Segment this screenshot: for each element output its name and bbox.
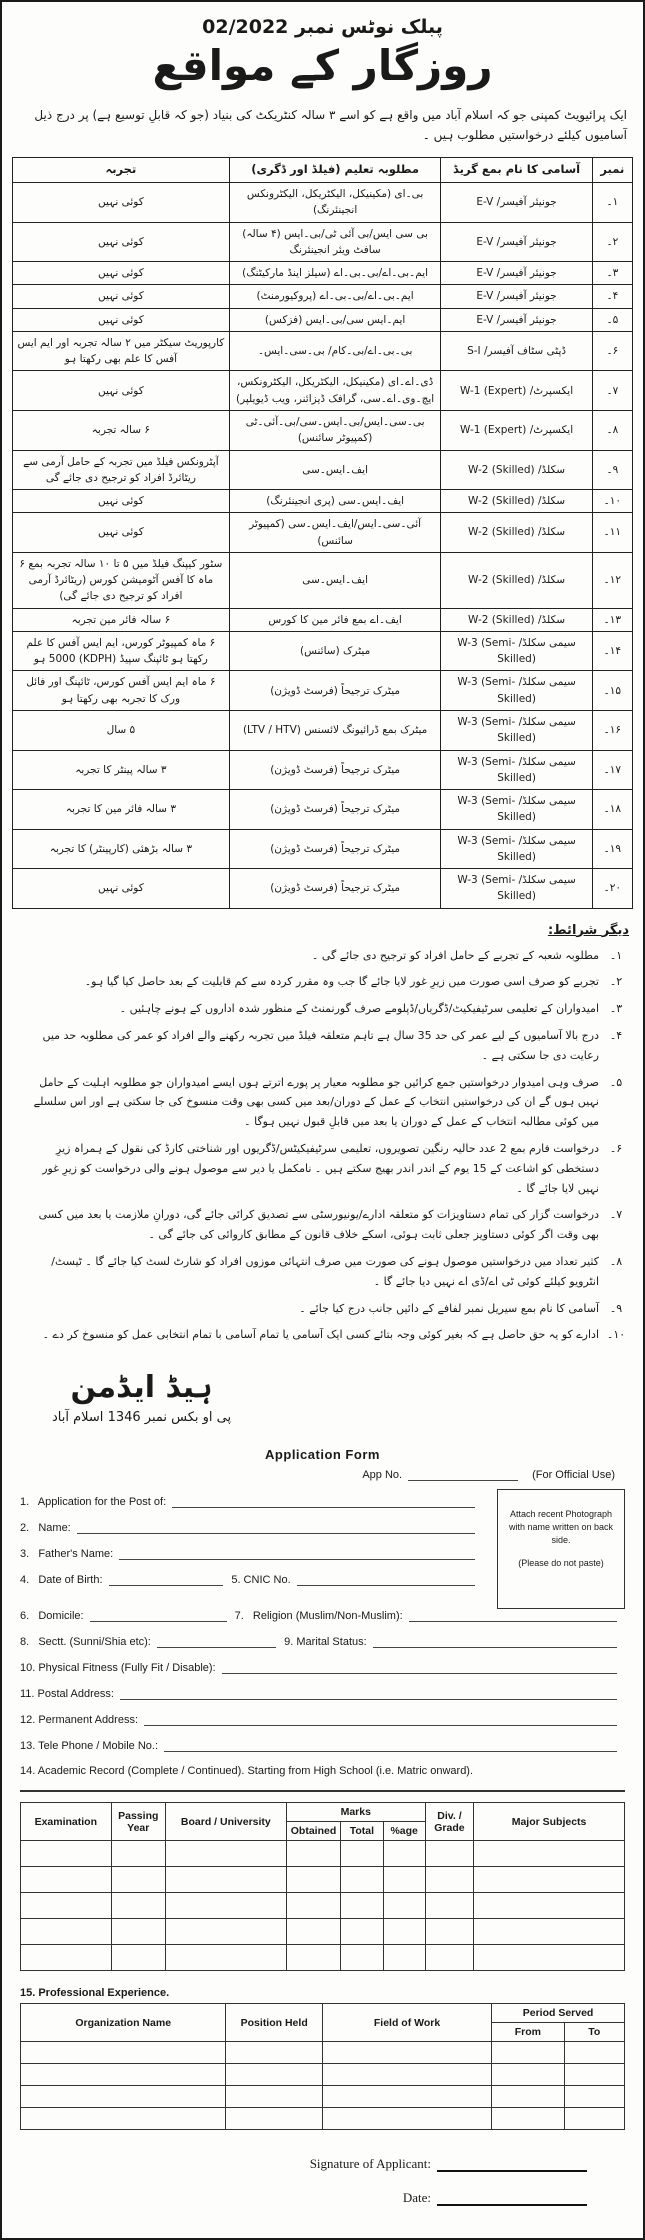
- form-field-label: 6. Domicile:: [20, 1610, 84, 1623]
- form-field-line[interactable]: [172, 1495, 475, 1508]
- job-experience: ۶ ماہ ایم ایس آفس کورس، ٹائپنگ اور فائل ورک کا تجربہ بھی رکھتا ہو: [13, 671, 230, 711]
- section-divider: [20, 1790, 625, 1792]
- academic-cell[interactable]: [21, 1867, 112, 1893]
- job-no: ۱۰۔: [592, 490, 632, 513]
- job-education: میٹرک (سائنس): [229, 631, 441, 671]
- job-experience: سٹور کیپنگ فیلڈ میں ۵ تا ۱۰ سالہ تجربہ بمع ۶ ماہ کا آفس آٹومیشن کورس (ریٹائرڈ آرمی افراد کو ترجیح دی جائے گی): [13, 552, 230, 608]
- table-row: [21, 1841, 625, 1867]
- application-form-title: Application Form: [265, 1447, 380, 1463]
- job-post-grade: سیمی سکلڈ/ W-3 (Semi-Skilled): [441, 631, 592, 671]
- job-experience: کوئی نہیں: [13, 308, 230, 331]
- job-education: میٹرک ترجیحاً (فرسٹ ڈویژن): [229, 869, 441, 909]
- photo-attach-box: [497, 1489, 625, 1609]
- academic-cell[interactable]: [474, 1841, 625, 1867]
- job-row: [13, 222, 633, 262]
- academic-cell[interactable]: [425, 1893, 473, 1919]
- table-row: [21, 2086, 625, 2108]
- job-post-grade: سکلڈ/ W-2 (Skilled): [441, 552, 592, 608]
- job-education: ایم۔ایس سی/بی۔ایس (فزکس): [229, 308, 441, 331]
- job-row: [13, 829, 633, 869]
- job-education: میٹرک ترجیحاً (فرسٹ ڈویژن): [229, 829, 441, 869]
- app-no-label: App No.: [362, 1469, 403, 1482]
- table-row: [21, 1867, 625, 1893]
- form-field-label: 3. Father's Name:: [20, 1548, 114, 1561]
- academic-cell[interactable]: [286, 1867, 341, 1893]
- job-row: [13, 183, 633, 223]
- academic-cell[interactable]: [111, 1945, 165, 1971]
- official-use-label: (For Official Use): [532, 1469, 615, 1482]
- experience-table-body: [21, 2042, 625, 2130]
- academic-table-body: [21, 1841, 625, 1971]
- job-no: ۱۔: [592, 183, 632, 223]
- condition-text: کثیر تعداد میں درخواستیں موصول ہونے کی صورت میں صرف انتہائی موزوں افراد کو شارٹ لسٹ کیا جائے گا ۔ ٹیسٹ/انٹرویو کیلئے کوئی ٹی اے/ڈی اے نہیں دیا جائے گا ۔: [51, 1255, 599, 1288]
- job-education: ڈی۔اے۔ای (مکینیکل، الیکٹریکل، الیکٹرونکس، ایچ۔وی۔اے۔سی، گرافک ڈیزائنر، ویب ڈیویلپر): [229, 371, 441, 411]
- job-row: [13, 262, 633, 285]
- form-field-line[interactable]: [119, 1547, 475, 1560]
- job-no: ۶۔: [592, 331, 632, 371]
- academic-header-total: Total: [341, 1822, 383, 1841]
- form-field-line[interactable]: [373, 1635, 617, 1648]
- form-field-row: [20, 1687, 625, 1700]
- conditions-list: [12, 946, 633, 1346]
- academic-cell[interactable]: [111, 1893, 165, 1919]
- job-experience: ۵ سال: [13, 711, 230, 751]
- job-row: [13, 608, 633, 631]
- job-post-grade: جونیئر آفیسر/ E-V: [441, 285, 592, 308]
- job-experience: ۳ سالہ فائر مین کا تجربہ: [13, 790, 230, 830]
- form-field-label: 1. Application for the Post of:: [20, 1496, 167, 1509]
- academic-cell[interactable]: [286, 1841, 341, 1867]
- experience-cell[interactable]: [226, 2108, 323, 2130]
- job-education: میٹرک ترجیحاً (فرسٹ ڈویژن): [229, 750, 441, 790]
- experience-cell[interactable]: [492, 2108, 564, 2130]
- academic-cell[interactable]: [341, 1945, 383, 1971]
- job-post-grade: سیمی سکلڈ/ W-3 (Semi-Skilled): [441, 711, 592, 751]
- condition-number: ۱۔: [609, 948, 623, 962]
- form-field-label: 4. Date of Birth:: [20, 1574, 103, 1587]
- page-title: روزگار کے مواقع: [152, 41, 493, 90]
- job-no: ۳۔: [592, 262, 632, 285]
- job-no: ۱۸۔: [592, 790, 632, 830]
- job-education: ایف۔اے بمع فائر مین کا کورس: [229, 608, 441, 631]
- experience-cell[interactable]: [226, 2064, 323, 2086]
- job-post-grade: ڈپٹی سٹاف آفیسر/ S-I: [441, 331, 592, 371]
- academic-cell[interactable]: [21, 1945, 112, 1971]
- signoff-name: ہیڈ ایڈمن: [70, 1370, 213, 1406]
- condition-number: ۷۔: [609, 1208, 623, 1222]
- job-row: [13, 411, 633, 451]
- table-row: [21, 2108, 625, 2130]
- experience-cell[interactable]: [323, 2086, 492, 2108]
- job-education: ایم۔بی۔اے/بی۔بی۔اے (پروکیورمنٹ): [229, 285, 441, 308]
- academic-cell[interactable]: [383, 1893, 425, 1919]
- academic-cell[interactable]: [383, 1945, 425, 1971]
- job-row: [13, 490, 633, 513]
- job-no: ۲۰۔: [592, 869, 632, 909]
- job-no: ۱۱۔: [592, 513, 632, 553]
- job-education: میٹرک بمع ڈرائیونگ لائسنس (LTV / HTV): [229, 711, 441, 751]
- condition-number: ۳۔: [609, 1002, 623, 1016]
- conditions-heading: دیگر شرائط:: [547, 922, 629, 938]
- jobs-header-experience: تجربہ: [13, 158, 230, 183]
- condition-item: [12, 1252, 633, 1292]
- condition-item: [12, 999, 633, 1019]
- form-field-label: 9. Marital Status:: [284, 1636, 367, 1649]
- job-post-grade: سیمی سکلڈ/ W-3 (Semi-Skilled): [441, 671, 592, 711]
- experience-header-position: Position Held: [226, 2004, 323, 2042]
- job-no: ۱۹۔: [592, 829, 632, 869]
- form-field-row: [20, 1713, 625, 1726]
- condition-number: ۵۔: [609, 1075, 623, 1089]
- form-field-line[interactable]: [120, 1687, 617, 1700]
- job-education: میٹرک ترجیحاً (فرسٹ ڈویژن): [229, 790, 441, 830]
- experience-cell[interactable]: [21, 2108, 226, 2130]
- job-education: ایف۔ایس۔سی: [229, 450, 441, 490]
- experience-header-from: From: [492, 2023, 564, 2042]
- job-post-grade: جونیئر آفیسر/ E-V: [441, 222, 592, 262]
- form-field-line[interactable]: [90, 1609, 227, 1622]
- academic-cell[interactable]: [383, 1919, 425, 1945]
- academic-header-marks: Marks: [286, 1803, 425, 1822]
- academic-cell[interactable]: [111, 1919, 165, 1945]
- form-field-row: [20, 1521, 483, 1534]
- form-field-line[interactable]: [144, 1713, 617, 1726]
- jobs-header-education: مطلوبہ تعلیم (فیلڈ اور ڈگری): [229, 158, 441, 183]
- condition-text: صرف وہی امیدوار درخواستیں جمع کرائیں جو مطلوبہ معیار پر پورے اترتے ہوں ایسے امیدواران جو مطلوبہ اہلیت کے حامل نہیں ہوں گے ان کی درخواستیں انتخاب کے عمل کے دوران/بعد میں کسی بھی وقت منسوخ کی جا سکتی ہے اور اس سلسلے میں کوئی مطالبہ انتخاب کے عمل کے دوران یا بعد میں قابلِ قبول نہیں ہوگا ۔: [33, 1075, 599, 1129]
- job-no: ۲۔: [592, 222, 632, 262]
- form-field-label: 11. Postal Address:: [20, 1688, 114, 1701]
- job-education: ایم۔بی۔اے/بی۔بی۔اے (سیلز اینڈ مارکیٹنگ): [229, 262, 441, 285]
- condition-number: ۲۔: [609, 975, 623, 989]
- experience-cell[interactable]: [564, 2042, 624, 2064]
- form-field-line[interactable]: [109, 1573, 224, 1586]
- job-education: بی۔بی۔اے/بی۔کام/ بی۔سی۔ایس۔: [229, 331, 441, 371]
- job-no: ۱۴۔: [592, 631, 632, 671]
- form-field-line[interactable]: [77, 1521, 475, 1534]
- signature-label: Signature of Applicant:: [309, 2156, 431, 2172]
- notice-number: پبلک نوٹس نمبر 02/2022: [202, 16, 443, 38]
- form-field-line[interactable]: [409, 1609, 617, 1622]
- academic-cell[interactable]: [474, 1893, 625, 1919]
- job-post-grade: سیمی سکلڈ/ W-3 (Semi-Skilled): [441, 790, 592, 830]
- experience-cell[interactable]: [21, 2064, 226, 2086]
- form-field-line[interactable]: [164, 1739, 617, 1752]
- job-post-grade: سیمی سکلڈ/ W-3 (Semi-Skilled): [441, 750, 592, 790]
- condition-text: مطلوبہ شعبہ کے تجربے کے حامل افراد کو ترجیح دی جائے گی ۔: [311, 948, 599, 962]
- academic-cell[interactable]: [286, 1945, 341, 1971]
- signature-field[interactable]: [437, 2159, 587, 2172]
- form-field-label: 8. Sectt. (Sunni/Shia etc):: [20, 1636, 151, 1649]
- academic-cell[interactable]: [341, 1919, 383, 1945]
- academic-cell[interactable]: [165, 1841, 286, 1867]
- job-experience: ۳ سالہ بڑھئی (کارپینٹر) کا تجربہ: [13, 829, 230, 869]
- academic-header-subjects: Major Subjects: [474, 1803, 625, 1841]
- job-experience: کوئی نہیں: [13, 869, 230, 909]
- academic-cell[interactable]: [474, 1945, 625, 1971]
- academic-header-row: [21, 1803, 625, 1822]
- job-experience: کوئی نہیں: [13, 490, 230, 513]
- job-row: [13, 711, 633, 751]
- date-field[interactable]: [437, 2193, 587, 2206]
- job-post-grade: جونیئر آفیسر/ E-V: [441, 262, 592, 285]
- academic-header-passing-year: Passing Year: [111, 1803, 165, 1841]
- experience-cell[interactable]: [21, 2086, 226, 2108]
- academic-header-board: Board / University: [165, 1803, 286, 1841]
- table-row: [21, 1945, 625, 1971]
- job-row: [13, 552, 633, 608]
- job-no: ۱۲۔: [592, 552, 632, 608]
- date-row: [20, 2190, 595, 2206]
- academic-cell[interactable]: [474, 1867, 625, 1893]
- job-education: ایف۔ایس۔سی: [229, 552, 441, 608]
- job-row: [13, 671, 633, 711]
- experience-cell[interactable]: [226, 2086, 323, 2108]
- experience-cell[interactable]: [564, 2086, 624, 2108]
- condition-item: [12, 1139, 633, 1198]
- signature-block: [20, 2156, 625, 2206]
- experience-section-label: 15. Professional Experience.: [20, 1987, 170, 2000]
- experience-cell[interactable]: [323, 2108, 492, 2130]
- form-fields-top: [20, 1495, 483, 1609]
- job-post-grade: جونیئر آفیسر/ E-V: [441, 183, 592, 223]
- job-no: ۸۔: [592, 411, 632, 451]
- academic-cell[interactable]: [111, 1841, 165, 1867]
- job-no: ۱۷۔: [592, 750, 632, 790]
- condition-text: امیدواران کے تعلیمی سرٹیفیکیٹ/ڈگریاں/ڈپلومے صرف گورنمنٹ کے منظور شدہ اداروں کے ہونے چاہئیں ۔: [119, 1002, 599, 1016]
- form-field-label: 5. CNIC No.: [231, 1574, 291, 1587]
- experience-cell[interactable]: [21, 2042, 226, 2064]
- academic-cell[interactable]: [425, 1841, 473, 1867]
- job-row: [13, 750, 633, 790]
- job-experience: کوئی نہیں: [13, 371, 230, 411]
- job-experience: کوئی نہیں: [13, 513, 230, 553]
- form-field-label: 12. Permanent Address:: [20, 1714, 139, 1727]
- experience-cell[interactable]: [492, 2086, 564, 2108]
- condition-text: درخواست گزار کی تمام دستاویزات کو متعلقہ ادارے/یونیورسٹی سے تصدیق کرائی جائے گی، دورانِ ملازمت یا بعد میں کسی بھی وقت اگر کوئی دستاویز جعلی ثابت ہوئی، اسکے خلاف قانون کے مطابق کاروائی کی جائے گی ۔: [38, 1208, 599, 1242]
- form-field-row: [20, 1635, 625, 1648]
- photo-box-note: (Please do not paste): [518, 1558, 604, 1569]
- academic-cell[interactable]: [341, 1841, 383, 1867]
- job-experience: کوئی نہیں: [13, 222, 230, 262]
- job-experience: ۶ سالہ تجربہ: [13, 411, 230, 451]
- job-row: [13, 790, 633, 830]
- academic-cell[interactable]: [21, 1893, 112, 1919]
- job-row: [13, 513, 633, 553]
- condition-text: درج بالا آسامیوں کے لیے عمر کی حد 35 سال ہے تاہم متعلقہ فیلڈ میں تجربہ رکھنے والے افراد کو عمر کی مطلوبہ حد میں رعایت دی جا سکتی ہے ۔: [42, 1029, 599, 1062]
- condition-item: [12, 972, 633, 992]
- job-row: [13, 869, 633, 909]
- job-post-grade: سکلڈ/ W-2 (Skilled): [441, 490, 592, 513]
- condition-item: [12, 1325, 633, 1345]
- job-experience: ۳ سالہ پینٹر کا تجربہ: [13, 750, 230, 790]
- job-education: ایف۔ایس۔سی (پری انجینئرنگ): [229, 490, 441, 513]
- job-experience: کارپوریٹ سیکٹر میں ۲ سالہ تجربہ اور ایم ایس آفس کا علم بھی رکھتا ہو: [13, 331, 230, 371]
- experience-header-organization: Organization Name: [21, 2004, 226, 2042]
- experience-header-row: [21, 2004, 625, 2023]
- job-education: بی سی ایس/بی آئی ٹی/بی۔ایس (۴ سالہ) سافٹ ویئر انجینئرنگ: [229, 222, 441, 262]
- table-row: [21, 1919, 625, 1945]
- table-row: [21, 2064, 625, 2086]
- experience-header-to: To: [564, 2023, 624, 2042]
- form-field-row: [20, 1661, 625, 1674]
- form-field-row: [20, 1547, 483, 1560]
- jobs-table: [12, 157, 633, 908]
- job-experience: ۶ سالہ فائر مین تجربہ: [13, 608, 230, 631]
- condition-text: ادارے کو یہ حق حاصل ہے کہ بغیر کوئی وجہ بتائے کسی ایک آسامی یا تمام آسامی با تمام انتخابی عمل کو منسوخ کر دے ۔: [42, 1328, 599, 1342]
- academic-cell[interactable]: [383, 1841, 425, 1867]
- job-education: بی۔سی۔ایس/بی۔ایس۔سی/بی۔آئی۔ٹی (کمپیوٹر سائنس): [229, 411, 441, 451]
- signature-row: [20, 2156, 595, 2172]
- form-field-row: [20, 1765, 625, 1777]
- job-experience: آپٹرونکس فیلڈ میں تجربہ کے حامل آرمی سے ریٹائرڈ افراد کو ترجیح دی جائے گی: [13, 450, 230, 490]
- form-field-label: 10. Physical Fitness (Fully Fit / Disable):: [20, 1662, 216, 1675]
- job-no: ۷۔: [592, 371, 632, 411]
- job-no: ۴۔: [592, 285, 632, 308]
- academic-cell[interactable]: [286, 1893, 341, 1919]
- academic-cell[interactable]: [165, 1945, 286, 1971]
- form-field-line[interactable]: [157, 1635, 276, 1648]
- app-no-row: [20, 1468, 625, 1481]
- job-education: میٹرک ترجیحاً (فرسٹ ڈویژن): [229, 671, 441, 711]
- app-no-field[interactable]: [408, 1468, 518, 1481]
- academic-cell[interactable]: [286, 1919, 341, 1945]
- signoff-block: [52, 1370, 231, 1425]
- job-post-grade: سیمی سکلڈ/ W-3 (Semi-Skilled): [441, 869, 592, 909]
- application-form: [12, 1447, 633, 2206]
- condition-number: ۸۔: [609, 1255, 623, 1269]
- form-field-label: 13. Tele Phone / Mobile No.:: [20, 1740, 158, 1753]
- job-education: بی۔ای (مکینیکل، الیکٹریکل، الیکٹرونکس انجینئرنگ): [229, 183, 441, 223]
- experience-cell[interactable]: [226, 2042, 323, 2064]
- job-post-grade: ایکسپرٹ/ W-1 (Expert): [441, 371, 592, 411]
- job-row: [13, 371, 633, 411]
- academic-cell[interactable]: [165, 1867, 286, 1893]
- academic-table: [20, 1802, 625, 1971]
- job-no: ۱۵۔: [592, 671, 632, 711]
- form-field-label: 2. Name:: [20, 1522, 71, 1535]
- academic-cell[interactable]: [21, 1841, 112, 1867]
- condition-number: ۱۰۔: [606, 1328, 626, 1342]
- experience-header-period: Period Served: [492, 2004, 625, 2023]
- condition-text: تجربے کو صرف اسی صورت میں زیرِ غور لایا جائے گا جب وہ مقرر کردہ سے کم قابلیت کے بعد حاصل کیا گیا ہو۔: [84, 975, 599, 989]
- form-fields: [20, 1609, 625, 1777]
- jobs-header-row: [13, 158, 633, 183]
- academic-cell[interactable]: [21, 1919, 112, 1945]
- form-field-line[interactable]: [222, 1661, 617, 1674]
- job-post-grade: سکلڈ/ W-2 (Skilled): [441, 513, 592, 553]
- condition-item: [12, 1299, 633, 1319]
- table-row: [21, 2042, 625, 2064]
- table-row: [21, 1893, 625, 1919]
- condition-text: درخواست فارم بمع 2 عدد حالیہ رنگین تصویروں، تعلیمی سرٹیفیکیٹس/ڈگریوں اور شناختی کارڈ کی نقول کے ہمراہ زیرِ دستخطی کو اشاعت کے 15 یوم کے اندر اندر بھیج سکتے ہیں ۔ نامکمل یا دیر سے موصول ہونے والی درخواست کو زیرِ غور نہیں لایا جائے گا ۔: [42, 1142, 599, 1195]
- job-experience: کوئی نہیں: [13, 183, 230, 223]
- experience-cell[interactable]: [323, 2064, 492, 2086]
- academic-cell[interactable]: [111, 1867, 165, 1893]
- job-row: [13, 631, 633, 671]
- condition-number: ۴۔: [609, 1029, 623, 1043]
- job-post-grade: سکلڈ/ W-2 (Skilled): [441, 608, 592, 631]
- jobs-table-body: [13, 183, 633, 909]
- experience-cell[interactable]: [323, 2042, 492, 2064]
- experience-cell[interactable]: [564, 2108, 624, 2130]
- academic-cell[interactable]: [165, 1919, 286, 1945]
- job-row: [13, 450, 633, 490]
- form-field-row: [20, 1573, 483, 1586]
- jobs-header-post: آسامی کا نام بمع گریڈ: [441, 158, 592, 183]
- job-no: ۱۶۔: [592, 711, 632, 751]
- form-field-label: 7. Religion (Muslim/Non-Muslim):: [234, 1610, 403, 1623]
- intro-paragraph: ایک پرائیویٹ کمپنی جو کہ اسلام آباد میں واقع ہے کو اسے ۳ سالہ کنٹریکٹ کی بنیاد (جو کہ قابلِ توسیع ہے) پر درج ذیل آسامیوں کیلئے درخواستیں مطلوب ہیں ۔: [34, 107, 627, 142]
- form-field-line[interactable]: [297, 1573, 475, 1586]
- experience-header-field: Field of Work: [323, 2004, 492, 2042]
- academic-header-percent: %age: [383, 1822, 425, 1841]
- form-field-row: [20, 1739, 625, 1752]
- academic-cell[interactable]: [383, 1867, 425, 1893]
- job-row: [13, 331, 633, 371]
- condition-number: ۶۔: [609, 1142, 623, 1156]
- experience-cell[interactable]: [564, 2064, 624, 2086]
- experience-cell[interactable]: [492, 2042, 564, 2064]
- experience-table: [20, 2003, 625, 2130]
- academic-cell[interactable]: [341, 1893, 383, 1919]
- academic-header-obtained: Obtained: [286, 1822, 341, 1841]
- experience-cell[interactable]: [492, 2064, 564, 2086]
- job-row: [13, 285, 633, 308]
- academic-cell[interactable]: [425, 1945, 473, 1971]
- job-post-grade: سکلڈ/ W-2 (Skilled): [441, 450, 592, 490]
- job-row: [13, 308, 633, 331]
- job-post-grade: سیمی سکلڈ/ W-3 (Semi-Skilled): [441, 829, 592, 869]
- academic-cell[interactable]: [341, 1867, 383, 1893]
- job-post-grade: جونیئر آفیسر/ E-V: [441, 308, 592, 331]
- job-no: ۹۔: [592, 450, 632, 490]
- academic-header-examination: Examination: [21, 1803, 112, 1841]
- job-education: آئی۔سی۔ایس/ایف۔ایس۔سی (کمپیوٹر سائنس): [229, 513, 441, 553]
- condition-item: [12, 1026, 633, 1066]
- condition-text: آسامی کا نام بمع سیریل نمبر لفافے کے دائیں جانب درج کیا جائے ۔: [299, 1301, 599, 1315]
- photo-box-instruction: Attach recent Photograph with name written on back side.: [508, 1509, 614, 1546]
- condition-item: [12, 1205, 633, 1245]
- academic-cell[interactable]: [165, 1893, 286, 1919]
- form-field-row: [20, 1495, 483, 1508]
- condition-number: ۹۔: [609, 1301, 623, 1315]
- academic-cell[interactable]: [474, 1919, 625, 1945]
- academic-cell[interactable]: [425, 1919, 473, 1945]
- job-experience: کوئی نہیں: [13, 262, 230, 285]
- academic-header-div-grade: Div. / Grade: [425, 1803, 473, 1841]
- condition-item: [12, 946, 633, 966]
- form-field-row: [20, 1609, 625, 1622]
- jobs-header-no: نمبر: [592, 158, 632, 183]
- job-no: ۱۳۔: [592, 608, 632, 631]
- form-field-label: 14. Academic Record (Complete / Continued). Starting from High School (i.e. Matric onward).: [20, 1765, 474, 1778]
- job-experience: کوئی نہیں: [13, 285, 230, 308]
- signoff-address: پی او بکس نمبر 1346 اسلام آباد: [52, 1410, 232, 1426]
- job-post-grade: ایکسپرٹ/ W-1 (Expert): [441, 411, 592, 451]
- academic-cell[interactable]: [425, 1867, 473, 1893]
- job-experience: ۶ ماہ کمپیوٹر کورس، ایم ایس آفس کا علم رکھتا ہو ٹائپنگ سپیڈ (KDPH) 5000 ہو: [13, 631, 230, 671]
- condition-item: [12, 1073, 633, 1132]
- date-label: Date:: [402, 2190, 431, 2206]
- job-no: ۵۔: [592, 308, 632, 331]
